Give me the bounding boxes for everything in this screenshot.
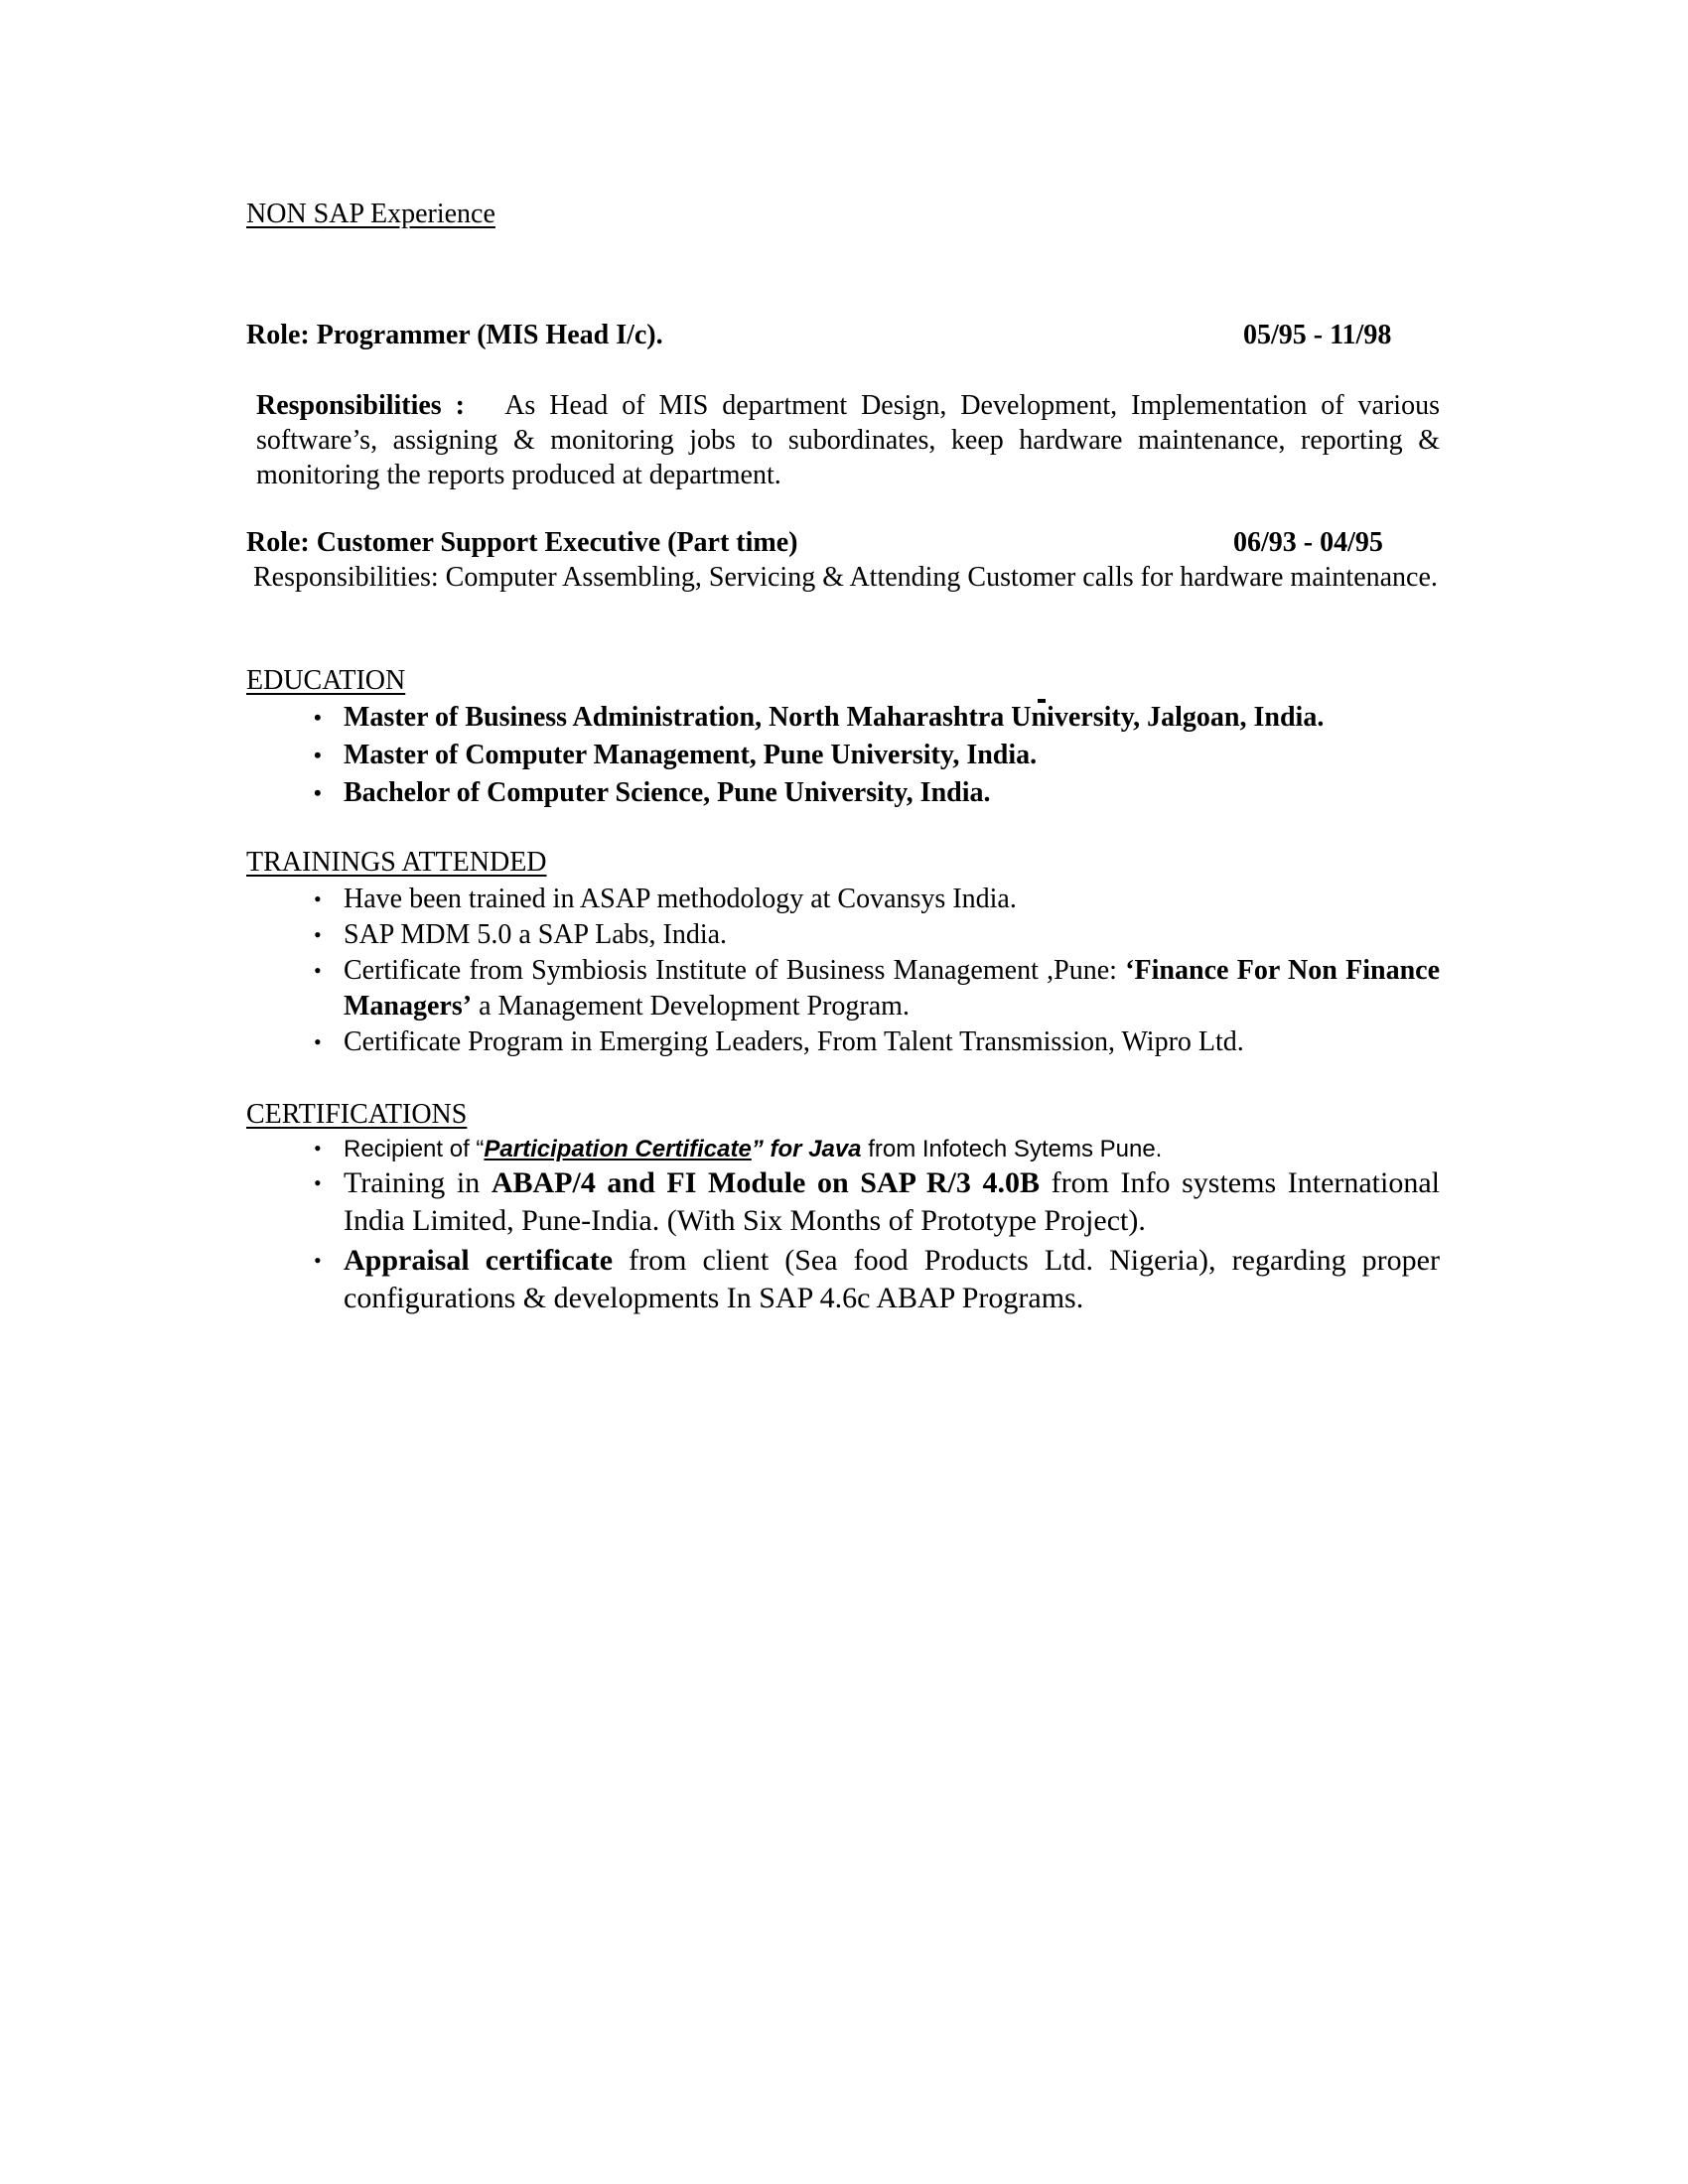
training-item: • Have been trained in ASAP methodology at Covansys India. bbox=[246, 882, 1440, 917]
training-item: • SAP MDM 5.0 a SAP Labs, India. bbox=[246, 917, 1440, 953]
role-responsibilities-programmer bbox=[256, 388, 1440, 492]
bullet-icon: • bbox=[314, 958, 322, 983]
education-list bbox=[246, 700, 1438, 811]
bullet-icon: • bbox=[314, 1248, 322, 1273]
bullet-icon: • bbox=[314, 1170, 322, 1195]
role-title-programmer: Role: Programmer (MIS Head I/c). bbox=[246, 320, 663, 350]
education-item: • Master of Business Administration, North Maharashtra University, Jalgoan, India. bbox=[246, 700, 1438, 736]
bullet-icon: • bbox=[314, 887, 322, 911]
certification-item: • Recipient of “Participation Certificate” for Java from Infotech Sytems Pune. bbox=[314, 1136, 1163, 1162]
bullet-icon: • bbox=[314, 705, 322, 730]
section-heading-non-sap-experience: NON SAP Experience bbox=[246, 199, 495, 229]
bullet-icon: • bbox=[314, 743, 322, 767]
certifications-list bbox=[246, 1134, 1440, 1317]
education-item: • Master of Computer Management, Pune University, India. bbox=[246, 738, 1438, 773]
bullet-icon: • bbox=[314, 1136, 322, 1160]
responsibilities-text: As Head of MIS department Design, Development, Implementation of various software’s, assigning & monitoring jobs to subordinates, keep hardware maintenance, reporting & monitoring the reports produced at department. bbox=[256, 390, 1440, 490]
certification-item: • Training in ABAP/4 and FI Module on SAP R/3 4.0B from Info systems International India Limited, Pune-India. (With Six Months of Prototype Project). bbox=[314, 1166, 1441, 1237]
section-heading-education: EDUCATION bbox=[246, 665, 406, 696]
role-title-customer-support: Role: Customer Support Executive (Part time) bbox=[246, 527, 798, 558]
training-item: • Certificate Program in Emerging Leaders, From Talent Transmission, Wipro Ltd. bbox=[246, 1024, 1440, 1060]
responsibilities-label: Responsibilities : bbox=[256, 390, 465, 421]
bullet-icon: • bbox=[314, 780, 322, 805]
role-dates-programmer: 05/95 - 11/98 bbox=[1243, 320, 1392, 350]
bullet-icon: • bbox=[314, 922, 322, 947]
role-responsibilities-customer-support: Responsibilities: Computer Assembling, Servicing & Attending Customer calls for hardware maintenance. bbox=[253, 562, 1438, 593]
bullet-icon: • bbox=[314, 1029, 322, 1054]
role-dates-customer-support: 06/93 - 04/95 bbox=[1233, 527, 1383, 558]
section-heading-trainings: TRAININGS ATTENDED bbox=[246, 847, 547, 878]
trainings-list bbox=[246, 882, 1440, 1060]
section-heading-certifications: CERTIFICATIONS bbox=[246, 1099, 468, 1130]
education-item: • Bachelor of Computer Science, Pune University, India. bbox=[246, 775, 1438, 811]
certification-item: • Appraisal certificate from client (Sea food Products Ltd. Nigeria), regarding proper configurations & developments In SAP 4.6c ABAP Programs. bbox=[314, 1244, 1440, 1314]
training-item: • Certificate from Symbiosis Institute of Business Management ,Pune: ‘Finance For Non Finance Managers’ a Management Development Program. bbox=[314, 955, 1440, 1022]
